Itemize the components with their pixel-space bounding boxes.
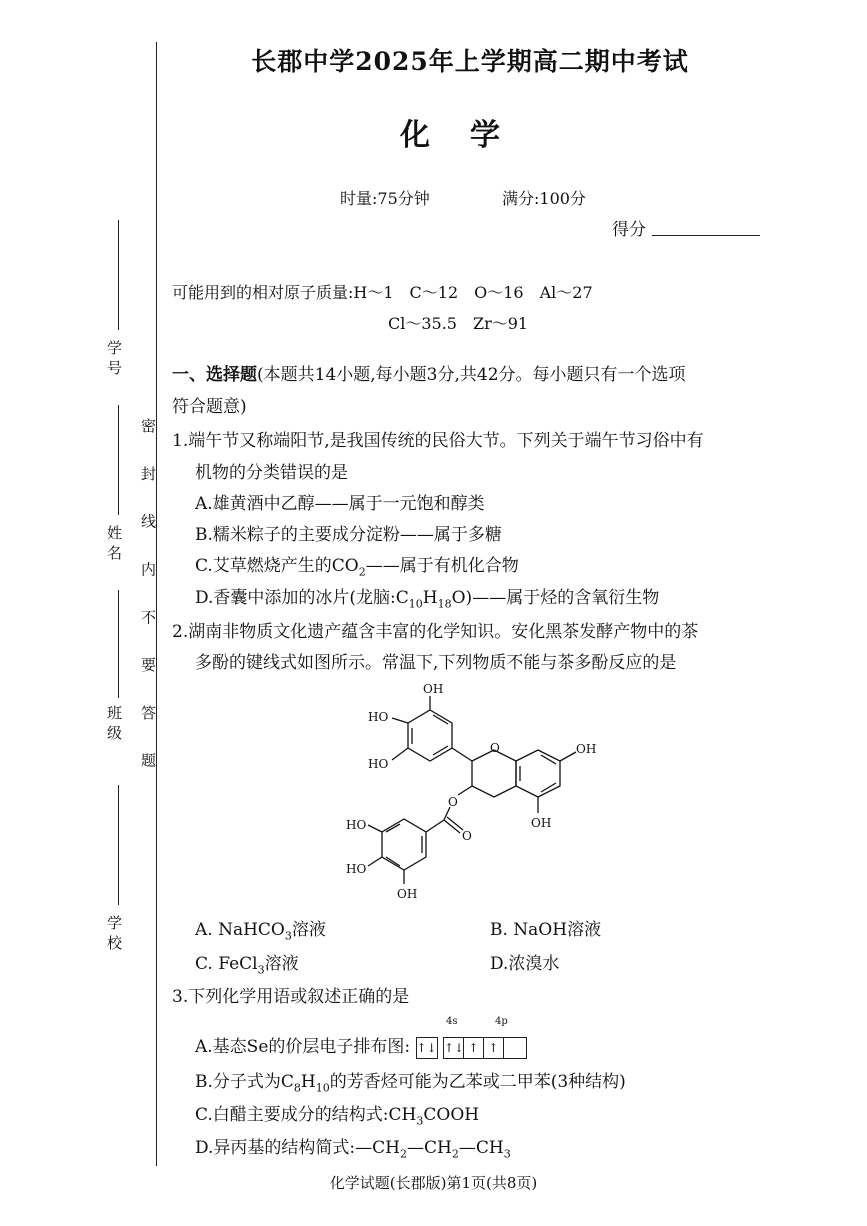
orbital-4p-1: ↑↓ — [444, 1038, 464, 1058]
label-oh-right: OH — [576, 742, 597, 756]
q1-option-d: D.香囊中添加的冰片(龙脑$:C_{10}H_{18}O)——$属于烃的含氧衍生物 — [195, 588, 660, 611]
q2-option-b: B. NaOH溶液 — [490, 920, 602, 940]
q2-option-d: D.浓溴水 — [490, 954, 560, 974]
name-label: 姓 名 — [105, 525, 123, 560]
school-blank — [118, 785, 119, 905]
orbital-4p-2: ↑ — [464, 1038, 484, 1058]
pyran-ring — [472, 750, 516, 797]
orbital-4s-box — [416, 1037, 438, 1059]
label-o-ring: O — [490, 741, 500, 755]
label-o-ester: O — [448, 795, 458, 809]
name-blank — [118, 405, 119, 515]
q3-option-b: B.分子式为$C_8H_{10}$的芳香烃可能为乙苯或二甲苯(3种结构) — [195, 1072, 626, 1095]
q1-option-c: C.艾草燃烧产生的$CO_2——$属于有机化合物 — [195, 556, 519, 579]
seal-notice: 密 封 线 内 不 要 答 题 — [139, 418, 157, 782]
label-oh-g3: OH — [397, 887, 418, 901]
label-o-carbonyl: O — [462, 829, 472, 843]
label-ho-g2: HO — [346, 862, 367, 876]
subject-title: 化学 — [400, 118, 540, 153]
page-footer: 化学试题(长郡版)第1页(共8页) — [329, 1174, 538, 1192]
tea-polyphenol-structure — [340, 680, 630, 915]
label-ho-upper: HO — [368, 710, 389, 724]
q3-option-d: D.异丙基的结构简式$:—CH_2—CH_2—CH_3$ — [195, 1138, 511, 1161]
school-label: 学 校 — [105, 915, 123, 950]
orbital-4p-extra — [504, 1038, 526, 1058]
label-ho-lower: HO — [368, 757, 389, 771]
q1-option-a: A.雄黄酒中乙醇——属于一元饱和醇类 — [195, 494, 485, 514]
score-label: 得分 — [612, 220, 646, 240]
label-oh-ring: OH — [531, 816, 552, 830]
q3-option-a: A.基态Se的价层电子排布图: ↑↓ ↑↓ ↑ ↑ — [195, 1032, 527, 1059]
q1-stem-line-2: 机物的分类错误的是 — [195, 463, 348, 483]
atomic-mass-line-2: Cl～35.5 Zr～91 — [388, 314, 529, 333]
label-4p: 4p — [495, 1016, 508, 1027]
student-id-blank — [118, 220, 119, 330]
gallate-ring — [382, 819, 426, 870]
q1-option-b: B.糯米粽子的主要成分淀粉——属于多糖 — [195, 525, 502, 545]
q2-option-c: C. FeCl$_3$溶液 — [195, 954, 299, 977]
q3-stem: 3.下列化学用语或叙述正确的是 — [172, 987, 410, 1007]
orbital-4s: ↑↓ — [416, 1040, 437, 1055]
atomic-mass-line-1: 可能用到的相对原子质量:H～1 C～12 O～16 Al～27 — [172, 283, 593, 302]
section-heading: 一、选择题(本题共14小题,每小题3分,共42分。每小题只有一个选项 — [172, 365, 686, 385]
q3-option-c: C.白醋主要成分的结构式$:CH_3COOH$ — [195, 1105, 480, 1128]
pyrogallol-ring-upper — [408, 710, 452, 761]
q1-stem-line-1: 1.端午节又称端阳节,是我国传统的民俗大节。下列关于端午节习俗中有 — [172, 431, 704, 451]
time-limit: 时量:75分钟 — [340, 189, 430, 208]
section-note-line-2: 符合题意) — [172, 397, 247, 417]
label-ho-g1: HO — [346, 818, 367, 832]
student-id-label: 学 号 — [105, 340, 123, 375]
benzene-ring-a — [516, 750, 560, 797]
exam-title: 长郡中学2025年上学期高二期中考试 — [251, 47, 689, 76]
score-blank[interactable] — [652, 235, 760, 236]
class-label: 班 级 — [105, 705, 123, 740]
q2-stem-line-2: 多酚的键线式如图所示。常温下,下列物质不能与茶多酚反应的是 — [195, 653, 677, 673]
label-4s: 4s — [446, 1016, 458, 1027]
full-score: 满分:100分 — [502, 189, 586, 208]
q2-stem-line-1: 2.湖南非物质文化遗产蕴含丰富的化学知识。安化黑茶发酵产物中的茶 — [172, 622, 699, 642]
class-blank — [118, 590, 119, 698]
orbital-4p-3: ↑ — [484, 1038, 504, 1058]
q2-option-a: A. NaHCO$_3$溶液 — [195, 920, 326, 943]
label-oh-top: OH — [423, 682, 444, 696]
orbital-4p-box — [443, 1037, 527, 1059]
